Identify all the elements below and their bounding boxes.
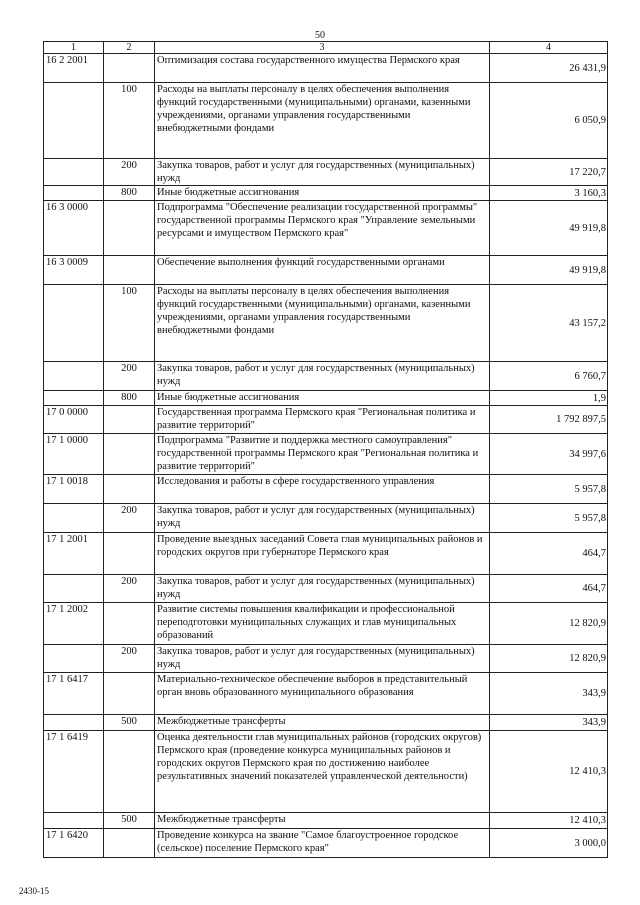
column-header-3: 3 [155,42,490,54]
column-header-4: 4 [490,42,608,54]
row-code [44,159,104,186]
row-code: 16 3 0000 [44,201,104,256]
row-name: Расходы на выплаты персоналу в целях обеспечения выполнения функций государственными (муниципальными) органами, казенными учреждениями, органами управления государственными внебюджетными фондами [155,285,490,362]
page-number: 50 [315,30,325,41]
row-name: Закупка товаров, работ и услуг для государственных (муниципальных) нужд [155,504,490,533]
row-amount: 343,9 [490,715,608,731]
row-expense-type [104,673,155,715]
footer-document-code: 2430-15 [19,886,49,896]
row-expense-type [104,54,155,83]
row-expense-type: 800 [104,391,155,406]
table-row [44,715,608,731]
table-row [44,434,608,475]
column-header-row [44,42,608,54]
row-code [44,186,104,201]
table-row [44,406,608,434]
row-name: Оценка деятельности глав муниципальных районов (городских округов) Пермского края (проведение конкурса муниципальных районов и городских округов Пермского края по достижению наиболее результативных значений показателей управленческой деятельности) [155,731,490,813]
budget-table-body [44,42,608,858]
row-code [44,391,104,406]
row-code: 17 1 0018 [44,475,104,504]
row-amount: 464,7 [490,575,608,603]
row-amount: 12 410,3 [490,813,608,829]
row-expense-type [104,434,155,475]
table-row [44,475,608,504]
row-expense-type [104,533,155,575]
table-row [44,83,608,159]
row-amount: 12 410,3 [490,731,608,813]
row-expense-type [104,406,155,434]
row-name: Закупка товаров, работ и услуг для государственных (муниципальных) нужд [155,159,490,186]
row-amount: 1 792 897,5 [490,406,608,434]
row-code [44,83,104,159]
row-name: Подпрограмма "Обеспечение реализации государственной программы" государственной программы Пермского края "Управление земельными ресурсами и имуществом Пермского края" [155,201,490,256]
row-code [44,504,104,533]
table-row [44,186,608,201]
row-expense-type [104,201,155,256]
budget-table [43,41,608,858]
row-amount: 34 997,6 [490,434,608,475]
row-code: 16 3 0009 [44,256,104,285]
row-amount: 3 160,3 [490,186,608,201]
row-expense-type [104,475,155,504]
row-name: Межбюджетные трансферты [155,813,490,829]
row-amount: 43 157,2 [490,285,608,362]
table-row [44,285,608,362]
table-row [44,673,608,715]
row-name: Оптимизация состава государственного имущества Пермского края [155,54,490,83]
row-name: Исследования и работы в сфере государственного управления [155,475,490,504]
row-name: Развитие системы повышения квалификации и профессиональной переподготовки муниципальных служащих и глав муниципальных образований [155,603,490,645]
table-row [44,256,608,285]
row-expense-type: 200 [104,575,155,603]
table-row [44,362,608,391]
row-amount: 1,9 [490,391,608,406]
table-row [44,533,608,575]
row-amount: 49 919,8 [490,201,608,256]
row-name: Межбюджетные трансферты [155,715,490,731]
row-code: 17 1 2002 [44,603,104,645]
row-name: Проведение выездных заседаний Совета глав муниципальных районов и городских округов при губернаторе Пермского края [155,533,490,575]
row-amount: 5 957,8 [490,475,608,504]
row-code: 17 1 6420 [44,829,104,858]
row-amount: 49 919,8 [490,256,608,285]
row-code [44,285,104,362]
row-amount: 464,7 [490,533,608,575]
row-expense-type: 200 [104,159,155,186]
table-row [44,504,608,533]
row-amount: 17 220,7 [490,159,608,186]
row-expense-type [104,603,155,645]
row-name: Закупка товаров, работ и услуг для государственных (муниципальных) нужд [155,645,490,673]
row-amount: 6 050,9 [490,83,608,159]
row-expense-type: 200 [104,645,155,673]
table-row [44,201,608,256]
row-name: Материально-техническое обеспечение выборов в представительный орган вновь образованного муниципального образования [155,673,490,715]
row-name: Расходы на выплаты персоналу в целях обеспечения выполнения функций государственными (муниципальными) органами, казенными учреждениями, органами управления государственными внебюджетными фондами [155,83,490,159]
row-expense-type: 200 [104,362,155,391]
table-row [44,731,608,813]
row-code: 16 2 2001 [44,54,104,83]
row-code [44,813,104,829]
row-code: 17 1 0000 [44,434,104,475]
row-code: 17 0 0000 [44,406,104,434]
column-header-1: 1 [44,42,104,54]
row-expense-type: 100 [104,285,155,362]
row-name: Подпрограмма "Развитие и поддержка местного самоуправления" государственной программы Пермского края "Региональная политика и развитие территорий" [155,434,490,475]
table-row [44,645,608,673]
row-expense-type: 500 [104,813,155,829]
row-code [44,645,104,673]
table-row [44,813,608,829]
row-name: Закупка товаров, работ и услуг для государственных (муниципальных) нужд [155,362,490,391]
row-name: Государственная программа Пермского края "Региональная политика и развитие территорий" [155,406,490,434]
row-expense-type [104,829,155,858]
row-amount: 26 431,9 [490,54,608,83]
row-expense-type: 500 [104,715,155,731]
row-expense-type: 100 [104,83,155,159]
row-code [44,575,104,603]
row-amount: 6 760,7 [490,362,608,391]
row-amount: 343,9 [490,673,608,715]
table-row [44,159,608,186]
row-name: Закупка товаров, работ и услуг для государственных (муниципальных) нужд [155,575,490,603]
row-expense-type: 800 [104,186,155,201]
row-amount: 3 000,0 [490,829,608,858]
table-row [44,575,608,603]
row-code [44,362,104,391]
row-amount: 12 820,9 [490,603,608,645]
row-name: Иные бюджетные ассигнования [155,391,490,406]
row-amount: 5 957,8 [490,504,608,533]
row-code: 17 1 6419 [44,731,104,813]
table-row [44,391,608,406]
row-code [44,715,104,731]
row-code: 17 1 6417 [44,673,104,715]
table-row [44,829,608,858]
row-expense-type: 200 [104,504,155,533]
row-expense-type [104,256,155,285]
row-name: Обеспечение выполнения функций государственными органами [155,256,490,285]
row-amount: 12 820,9 [490,645,608,673]
row-name: Проведение конкурса на звание "Самое благоустроенное городское (сельское) поселение Пермского края" [155,829,490,858]
table-row [44,54,608,83]
row-name: Иные бюджетные ассигнования [155,186,490,201]
row-expense-type [104,731,155,813]
row-code: 17 1 2001 [44,533,104,575]
column-header-2: 2 [104,42,155,54]
table-row [44,603,608,645]
